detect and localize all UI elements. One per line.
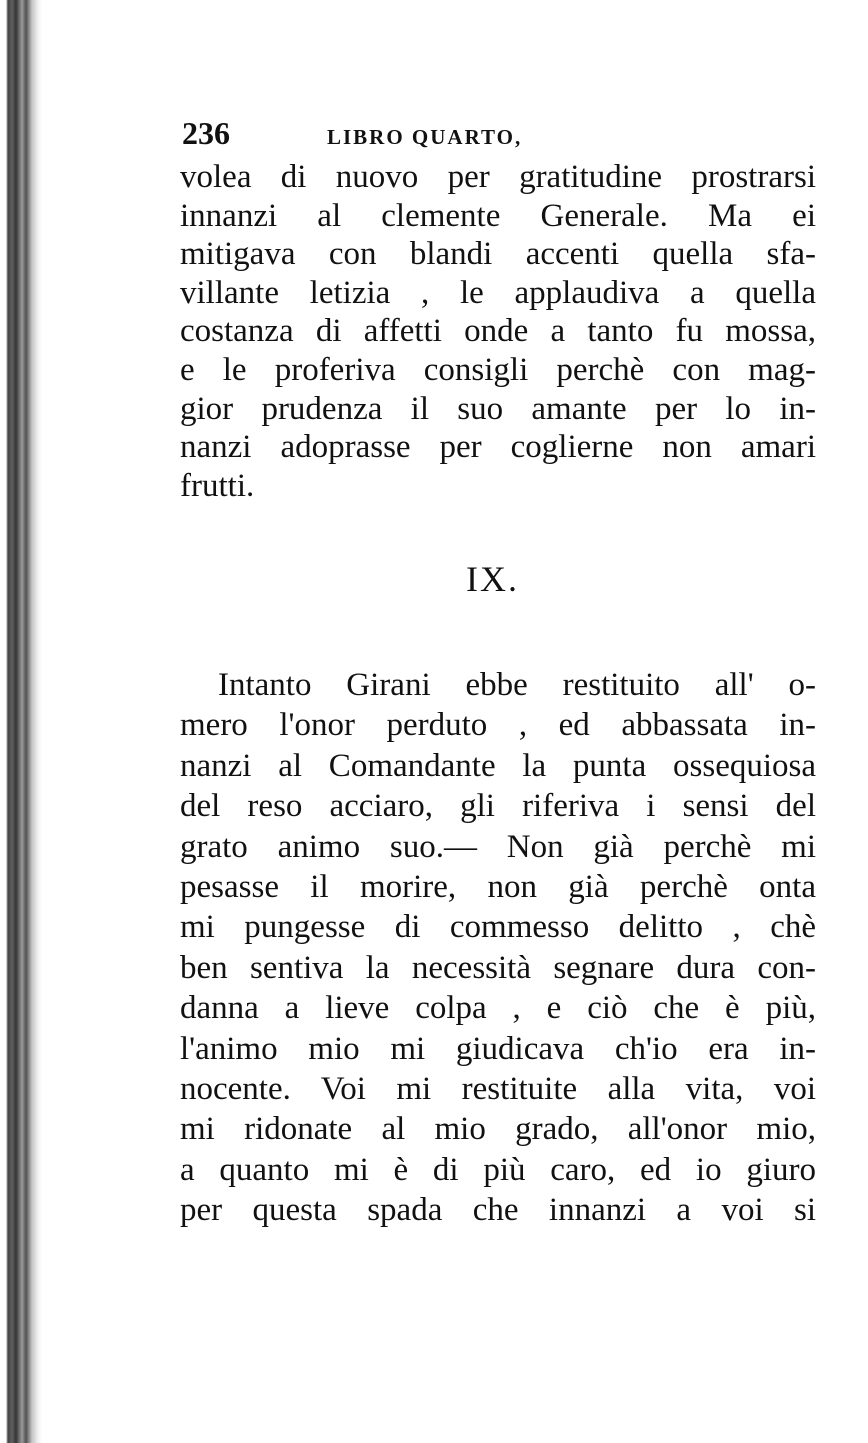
- text-line: gior prudenza il suo amante per lo in-: [180, 390, 816, 427]
- page-header: [182, 115, 722, 155]
- text-line: Intanto Girani ebbe restituito all' o-: [218, 667, 816, 703]
- text-line: nanzi adoprasse per coglierne non amari: [180, 429, 816, 466]
- text-line: mi pungesse di commesso delitto , chè: [180, 909, 816, 946]
- text-line: costanza di affetti onde a tanto fu mossa,: [180, 313, 816, 350]
- text-line: grato animo suo.— Non già perchè mi: [180, 828, 816, 865]
- text-line: mitigava con blandi accenti quella sfa-: [180, 236, 816, 273]
- text-line: danna a lieve colpa , e ciò che è più,: [180, 990, 816, 1027]
- text-line: l'animo mio mi giudicava ch'io era in-: [180, 1030, 816, 1067]
- text-line: a quanto mi è di più caro, ed io giuro: [180, 1151, 816, 1188]
- page-number: 236: [182, 115, 230, 151]
- text-line: frutti.: [180, 467, 255, 504]
- text-line: mi ridonate al mio grado, all'onor mio,: [180, 1111, 816, 1148]
- paragraph-1: [180, 158, 816, 505]
- text-line: nanzi al Comandante la punta ossequiosa: [180, 747, 816, 784]
- text-line: villante letizia , le applaudiva a quella: [180, 274, 816, 311]
- text-line: ben sentiva la necessità segnare dura con-: [180, 949, 816, 986]
- book-binding-edge: [0, 0, 42, 1443]
- text-line: mero l'onor perduto , ed abbassata in-: [180, 707, 816, 744]
- text-line: pesasse il morire, non già perchè onta: [180, 868, 816, 905]
- text-line: nocente. Voi mi restituite alla vita, voi: [180, 1070, 816, 1107]
- running-title: LIBRO QUARTO,: [327, 125, 523, 149]
- paragraph-2: [180, 665, 816, 1230]
- text-line: per questa spada che innanzi a voi si: [180, 1192, 816, 1229]
- text-line: innanzi al clemente Generale. Ma ei: [180, 197, 816, 234]
- text-line: volea di nuovo per gratitudine prostrarsi: [180, 159, 816, 195]
- section-heading: IX.: [466, 559, 519, 599]
- text-line: del reso acciaro, gli riferiva i sensi del: [180, 788, 816, 825]
- text-line: e le proferiva consigli perchè con mag-: [180, 351, 816, 388]
